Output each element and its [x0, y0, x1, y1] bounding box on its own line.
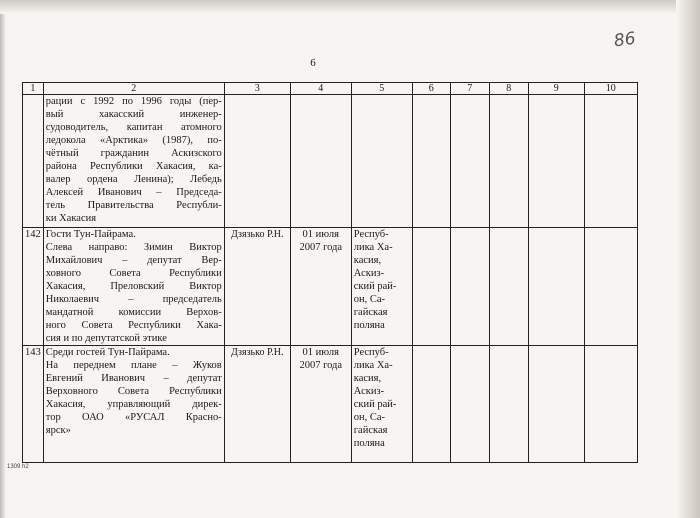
place-line: он, Са- — [353, 294, 386, 305]
description-line: Верховного Совета Республики — [45, 386, 222, 397]
column-header-1: 1 — [23, 83, 44, 95]
table-row — [23, 95, 638, 228]
empty-cell-col-6 — [412, 346, 450, 463]
place-line: поляна — [353, 320, 385, 331]
column-header-6: 6 — [412, 83, 450, 95]
column-header-9: 9 — [528, 83, 584, 95]
date-cell — [290, 228, 351, 346]
empty-cell-col-7 — [450, 346, 489, 463]
description-cell — [43, 228, 224, 346]
description-line: мандатной комиссии Верхов- — [45, 307, 222, 318]
column-header-4: 4 — [290, 83, 351, 95]
empty-cell-col-6 — [412, 228, 450, 346]
place-line: лика Ха- — [353, 242, 393, 253]
place-line: Респуб- — [353, 229, 389, 240]
description-line: сия и по депутатской этике — [45, 333, 167, 344]
author-cell: Дзязько Р.Н. — [224, 228, 290, 346]
description-line: На переднем плане – Жуков — [45, 360, 222, 371]
empty-cell-col-8 — [489, 95, 528, 228]
author-cell — [224, 95, 290, 228]
empty-cell-col-7 — [450, 228, 489, 346]
description-line: ярск» — [45, 425, 71, 436]
place-line: Аскиз- — [353, 386, 385, 397]
column-header-10: 10 — [584, 83, 637, 95]
date-line: 2007 года — [299, 360, 343, 371]
date-cell — [290, 95, 351, 228]
description-cell — [43, 346, 224, 463]
description-line: Алексей Иванович – Председа- — [45, 187, 222, 198]
description-line: ного Совета Республики Хака- — [45, 320, 222, 331]
description-line: Евгений Иванович – депутат — [45, 373, 222, 384]
description-cell — [43, 95, 224, 228]
entry-number-cell — [23, 95, 44, 228]
description-line: Хакасия, управляющий дирек- — [45, 399, 222, 410]
description-line: чётный гражданин Аскизского — [45, 148, 222, 159]
table-row — [23, 346, 638, 463]
description-line: тор ОАО «РУСАЛ Красно- — [45, 412, 222, 423]
date-cell — [290, 346, 351, 463]
place-line: поляна — [353, 438, 385, 449]
date-line: 2007 года — [299, 242, 343, 253]
empty-cell-col-9 — [528, 346, 584, 463]
table-row — [23, 228, 638, 346]
empty-cell-col-8 — [489, 228, 528, 346]
description-line: тель Правительства Республи- — [45, 200, 222, 211]
description-line: Гости Тун-Пайрама. — [45, 229, 136, 240]
description-line: Среди гостей Тун-Пайрама. — [45, 347, 170, 358]
empty-cell-col-10 — [584, 95, 637, 228]
place-cell — [351, 228, 412, 346]
page-fold-shadow — [676, 0, 700, 518]
description-line: Николаевич – председатель — [45, 294, 222, 305]
description-line: ки Хакасия — [45, 213, 97, 224]
place-line: ский рай- — [353, 399, 397, 410]
place-line: касия, — [353, 255, 382, 266]
place-line: гайская — [353, 307, 388, 318]
description-line: Хакасия, Преловский Виктор — [45, 281, 222, 292]
place-line: Респуб- — [353, 347, 389, 358]
empty-cell-col-10 — [584, 346, 637, 463]
description-line: района Республики Хакасия, ка- — [45, 161, 222, 172]
footer-code: 1309 h2 — [7, 464, 29, 470]
description-line: ховного Совета Республики — [45, 268, 222, 279]
empty-cell-col-6 — [412, 95, 450, 228]
description-line: ледокола «Арктика» (1987), по- — [45, 135, 222, 146]
description-line: валер ордена Ленина); Лебедь — [45, 174, 222, 185]
place-line: касия, — [353, 373, 382, 384]
description-line: рации с 1992 по 1996 годы (пер- — [45, 96, 222, 107]
register-body — [23, 83, 638, 463]
entry-number-cell: 143 — [23, 346, 44, 463]
place-line: лика Ха- — [353, 360, 393, 371]
empty-cell-col-9 — [528, 228, 584, 346]
entry-number-cell: 142 — [23, 228, 44, 346]
header-row — [23, 83, 638, 95]
column-header-7: 7 — [450, 83, 489, 95]
column-header-5: 5 — [351, 83, 412, 95]
scan-top-shadow — [0, 0, 700, 14]
empty-cell-col-8 — [489, 346, 528, 463]
place-cell — [351, 95, 412, 228]
place-cell — [351, 346, 412, 463]
handwritten-sheet-number: 86 — [612, 28, 637, 52]
place-line: ский рай- — [353, 281, 397, 292]
empty-cell-col-9 — [528, 95, 584, 228]
description-line: судоводитель, капитан атомного — [45, 122, 222, 133]
description-line: вый хакасский инженер- — [45, 109, 222, 120]
column-header-8: 8 — [489, 83, 528, 95]
binder-edge — [0, 0, 6, 518]
author-cell: Дзязько Р.Н. — [224, 346, 290, 463]
description-line: Слева направо: Зимин Виктор — [45, 242, 222, 253]
date-line: 01 июля — [302, 347, 339, 358]
photo-register-table — [22, 82, 638, 463]
page-number: 6 — [310, 57, 316, 69]
empty-cell-col-10 — [584, 228, 637, 346]
column-header-2: 2 — [43, 83, 224, 95]
date-line: 01 июля — [302, 229, 339, 240]
place-line: гайская — [353, 425, 388, 436]
column-header-3: 3 — [224, 83, 290, 95]
empty-cell-col-7 — [450, 95, 489, 228]
place-line: Аскиз- — [353, 268, 385, 279]
description-line: Михайлович – депутат Вер- — [45, 255, 222, 266]
place-line: он, Са- — [353, 412, 386, 423]
